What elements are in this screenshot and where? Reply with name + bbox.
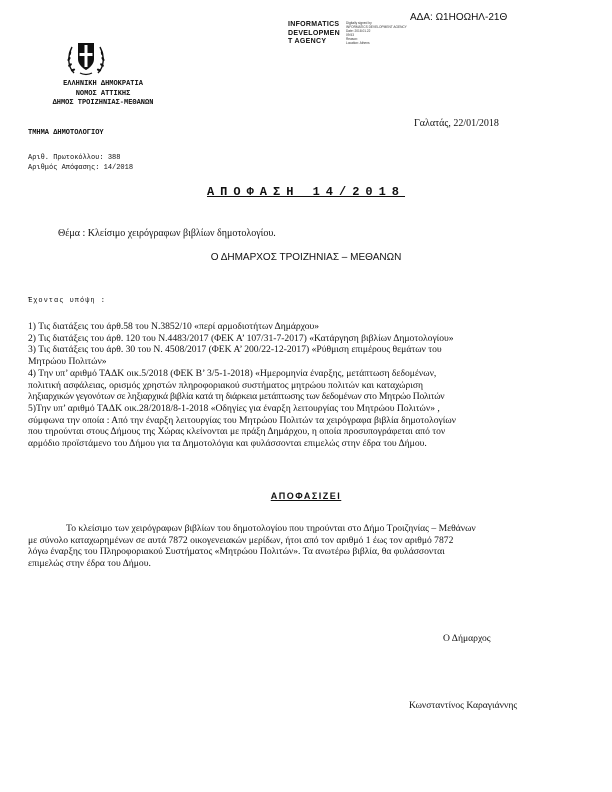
- digital-signature-fine-print: [346, 21, 407, 45]
- greek-coat-of-arms-icon: [64, 37, 108, 77]
- informatics-logo-line: DEVELOPMEN: [288, 29, 341, 37]
- informatics-logo-line: T AGENCY: [288, 38, 327, 45]
- consideration-line: πολιτική ασφάλειας, ορισμός χρηστών πληροφοριακού συστήματος μητρώου πολιτών και καταχώριση: [28, 379, 424, 391]
- informatics-logo: [288, 21, 340, 47]
- date-line: Γαλατάς, 22/01/2018: [414, 118, 499, 129]
- consideration-line: 4) Την υπ’ αριθμό ΤΑΔΚ οικ.5/2018 (ΦΕΚ Β’ 3/5-1-2018) «Ημερομηνία έναρξης, μετάπτωση δεδομένων,: [28, 367, 437, 379]
- decision-line: λόγω έναρξης του Πληροφοριακού Συστήματος «Μητρώου Πολιτών». Τα ανωτέρω βιβλία, θα φυλάσσονται: [28, 546, 445, 558]
- decision-line: επιμελώς στην έδρα του Δήμου.: [28, 558, 151, 570]
- decides-heading: ΑΠΟΦΑΣΙΖΕΙ: [270, 491, 342, 501]
- consideration-line: Μητρώου Πολιτών»: [28, 356, 107, 368]
- decision-line: Το κλείσιμο των χειρόγραφων βιβλίων του δημοτολογίου που τηρούνται στο Δήμο Τροιζηνίας – Μεθάνων: [66, 523, 476, 534]
- issuer-municipality: ΔΗΜΟΣ ΤΡΟΙΖΗΝΙΑΣ-ΜΕΘΑΝΩΝ: [52, 99, 154, 107]
- fine-print-line: 09:53: [346, 33, 354, 37]
- department-name: ΤΜΗΜΑ ΔΗΜΟΤΟΛΟΓΙΟΥ: [28, 129, 104, 137]
- fine-print-line: Location: Athens: [346, 41, 370, 45]
- decision-text: [28, 523, 588, 570]
- considerations-list: [28, 321, 588, 450]
- issuer-country: ΕΛΛΗΝΙΚΗ ΔΗΜΟΚΡΑΤΙΑ: [63, 80, 143, 88]
- protocol-block: [28, 153, 133, 173]
- signatory-name: Κωνσταντίνος Καραγιάννης: [409, 700, 518, 711]
- consideration-line: 1) Τις διατάξεις του άρθ.58 του Ν.3852/10 «περί αρμοδιοτήτων Δημάρχου»: [28, 321, 320, 332]
- fine-print-line: INFORMATICS DEVELOPMENT AGENCY: [346, 25, 407, 29]
- fine-print-line: Reason:: [346, 37, 358, 41]
- fine-print-line: Date: 2018.01.22: [346, 29, 371, 33]
- consideration-line: 2) Τις διατάξεις του άρθ. 120 του Ν.4483/2017 (ΦΕΚ Α’ 107/31-7-2017) «Κατάργηση βιβλίων Δημοτολογίου»: [28, 332, 454, 344]
- subject-line: Θέμα : Κλείσιμο χειρόγραφων βιβλίων δημοτολογίου.: [58, 228, 276, 239]
- consideration-line: 5)Την υπ’ αριθμό ΤΑΔΚ οικ.28/2018/8-1-2018 «Οδηγίες για έναρξη λειτουργίας του Μητρώου Πολιτών» ,: [28, 402, 440, 414]
- consideration-line: αρμόδιο προϊστάμενο του Δήμου για τα Δημοτολόγια και φυλάσσονται επιμελώς στην έδρα του Δήμου.: [28, 438, 427, 450]
- mayor-heading: Ο ΔΗΜΑΡΧΟΣ ΤΡΟΙΖΗΝΙΑΣ – ΜΕΘΑΝΩΝ: [210, 252, 402, 263]
- consideration-line: ληξιαρχικών γεγονότων σε ληξιαρχικά βιβλία κατά τη διάρκεια μετάπτωσης των δεδομένων στο Μητρώο Πολιτών: [28, 391, 445, 403]
- considering-label: Έχοντας υπόψη :: [28, 297, 107, 305]
- consideration-line: που τηρούνται στους Δήμους της Χώρας κλείνονται με πράξη Δημάρχου, η οποία προσυπογράφεται από τον: [28, 426, 446, 438]
- consideration-line: 3) Τις διατάξεις του άρθ. 30 του Ν. 4508/2017 (ΦΕΚ Α’ 200/22-12-2017) «Ρύθμιση επιμέρους θεμάτων του: [28, 344, 442, 356]
- ada-code: ΑΔΑ: Ω1ΗΟΩΗΛ-21Θ: [410, 12, 508, 23]
- decision-line: με σύνολο καταχωρημένων σε αυτά 7872 οικογενειακών μερίδων, ήτοι από τον αριθμό 1 έως τον αριθμό 7872: [28, 534, 454, 546]
- closing-role: Ο Δήμαρχος: [443, 633, 491, 644]
- issuer-prefecture: ΝΟΜΟΣ ΑΤΤΙΚΗΣ: [75, 89, 131, 98]
- fine-print-line: Digitally signed by: [346, 21, 372, 25]
- document-title: ΑΠΟΦΑΣΗ 14/2018: [206, 185, 406, 199]
- issuer-block: [28, 80, 178, 109]
- consideration-line: σύμφωνα την οποία : Από την έναρξη λειτουργίας του Μητρώου Πολιτών τα χειρόγραφα βιβλία δημοτολογίων: [28, 414, 457, 426]
- decision-number: Αριθμός Απόφασης: 14/2018: [28, 164, 134, 172]
- informatics-logo-line: INFORMATICS: [288, 21, 340, 28]
- protocol-number: Αριθ. Πρωτοκόλλου: 388: [28, 154, 121, 162]
